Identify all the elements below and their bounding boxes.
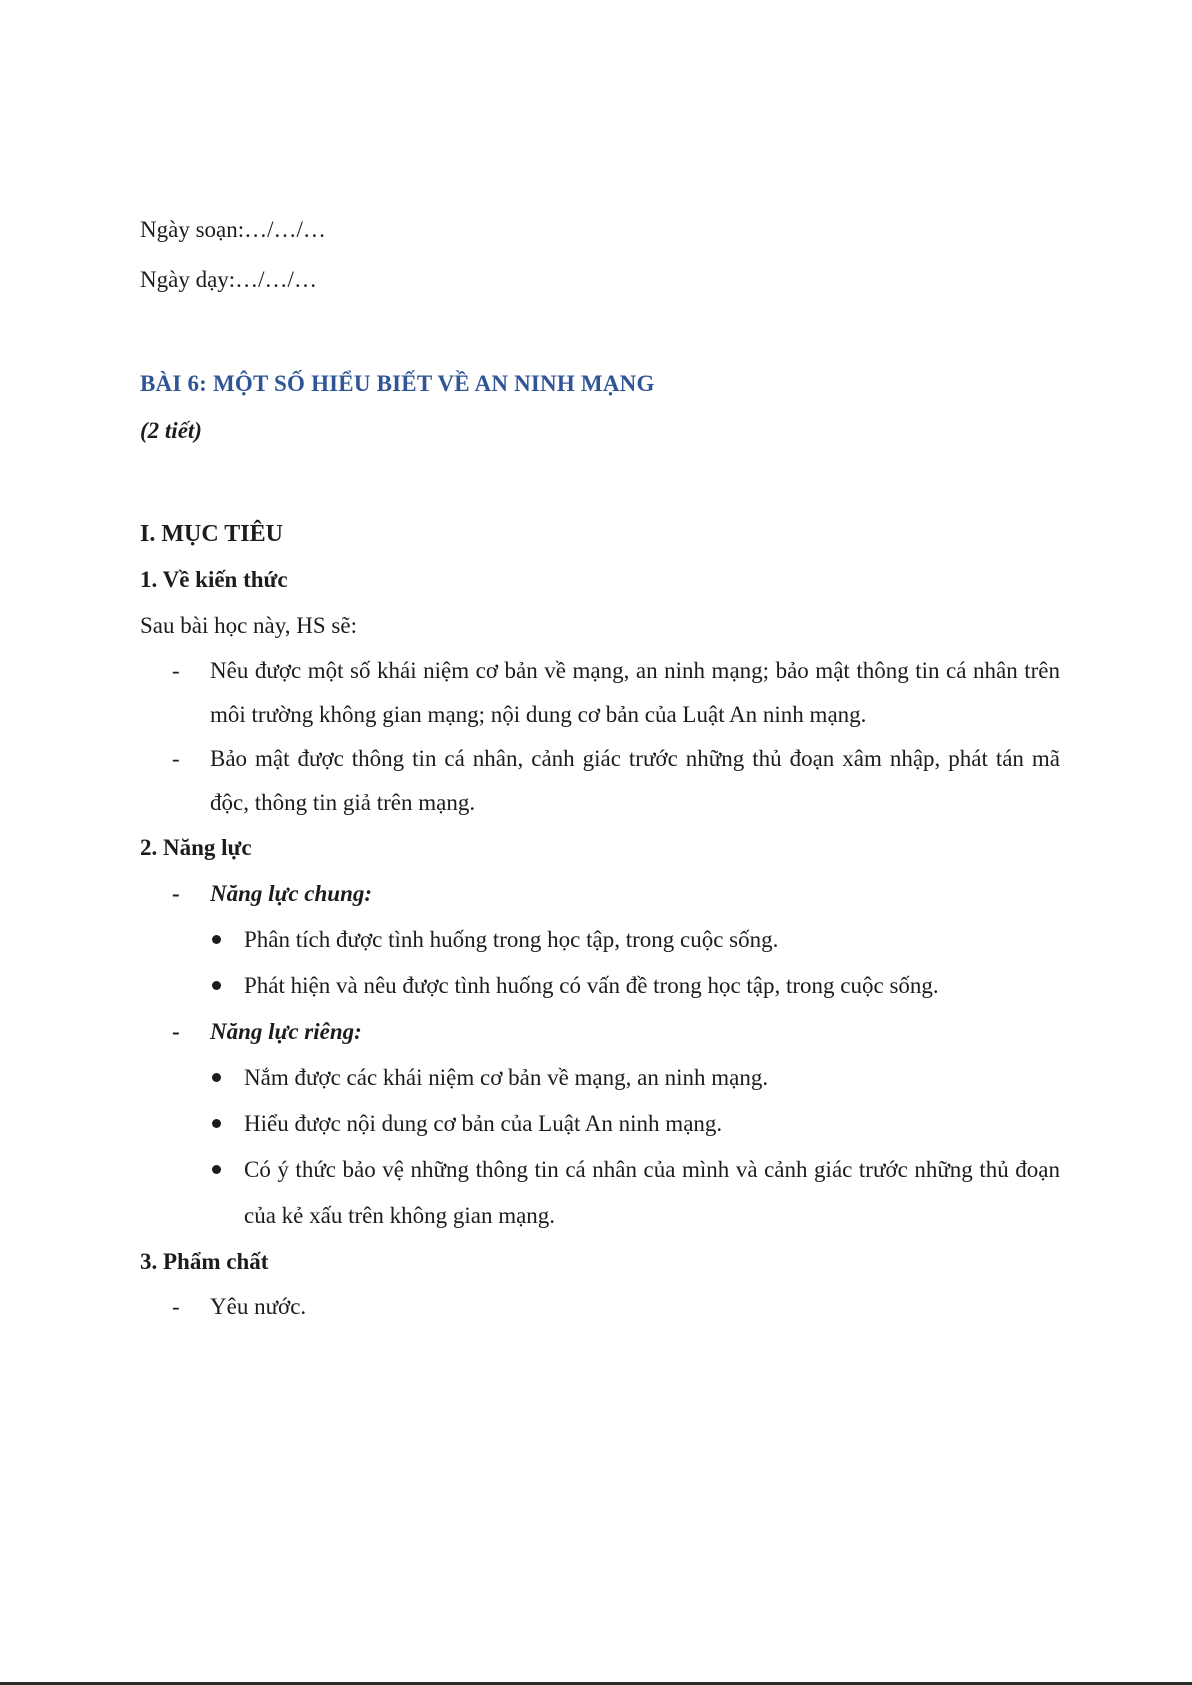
list-item: [140, 917, 1060, 963]
dash-marker: -: [172, 1019, 180, 1044]
bullet-icon: [212, 1165, 221, 1174]
list-item: [140, 963, 1060, 1009]
subheading-competency: 2. Năng lực: [140, 835, 252, 860]
specific-competency-item-1: Nắm được các khái niệm cơ bản về mạng, an ninh mạng.: [244, 1065, 769, 1090]
specific-competency-item-2: Hiểu được nội dung cơ bản của Luật An ninh mạng.: [244, 1111, 723, 1136]
lesson-periods: (2 tiết): [140, 418, 202, 443]
lesson-title: BÀI 6: MỘT SỐ HIỂU BIẾT VỀ AN NINH MẠNG: [140, 371, 655, 396]
document-page: [140, 205, 1060, 1329]
list-item: [140, 1101, 1060, 1147]
prep-date: Ngày soạn:…/…/…: [140, 217, 326, 242]
knowledge-intro: Sau bài học này, HS sẽ:: [140, 613, 357, 638]
specific-competency-item-3: Có ý thức bảo vệ những thông tin cá nhân của mình và cảnh giác trước những thủ đoạn của kẻ xấu trên không gian mạng.: [244, 1157, 1060, 1228]
dash-marker: -: [172, 658, 180, 683]
subheading-qualities: 3. Phẩm chất: [140, 1249, 269, 1274]
bullet-icon: [212, 1119, 221, 1128]
qualities-item-1: Yêu nước.: [210, 1294, 307, 1319]
general-competency-item-2: Phát hiện và nêu được tình huống có vấn đề trong học tập, trong cuộc sống.: [244, 973, 939, 998]
dash-marker: -: [172, 1294, 180, 1319]
teach-date: Ngày dạy:…/…/…: [140, 267, 317, 292]
general-competency-label: Năng lực chung:: [210, 881, 373, 906]
list-item: [140, 871, 1060, 917]
list-item: [140, 737, 1060, 825]
bullet-icon: [212, 981, 221, 990]
list-item: [140, 1009, 1060, 1055]
general-competency-item-1: Phân tích được tình huống trong học tập, trong cuộc sống.: [244, 927, 779, 952]
list-item: [140, 1147, 1060, 1239]
dash-marker: -: [172, 881, 180, 906]
list-item: [140, 1285, 1060, 1329]
section-heading-objectives: I. MỤC TIÊU: [140, 521, 283, 547]
list-item: [140, 649, 1060, 737]
dash-marker: -: [172, 746, 180, 771]
bullet-icon: [212, 935, 221, 944]
subheading-knowledge: 1. Về kiến thức: [140, 567, 288, 592]
list-item: [140, 1055, 1060, 1101]
bullet-icon: [212, 1073, 221, 1082]
knowledge-item-2: Bảo mật được thông tin cá nhân, cảnh giác trước những thủ đoạn xâm nhập, phát tán mã độc, thông tin giả trên mạng.: [210, 746, 1060, 815]
knowledge-item-1: Nêu được một số khái niệm cơ bản về mạng, an ninh mạng; bảo mật thông tin cá nhân trên môi trường không gian mạng; nội dung cơ bản của Luật An ninh mạng.: [210, 658, 1060, 727]
specific-competency-label: Năng lực riêng:: [210, 1019, 362, 1044]
